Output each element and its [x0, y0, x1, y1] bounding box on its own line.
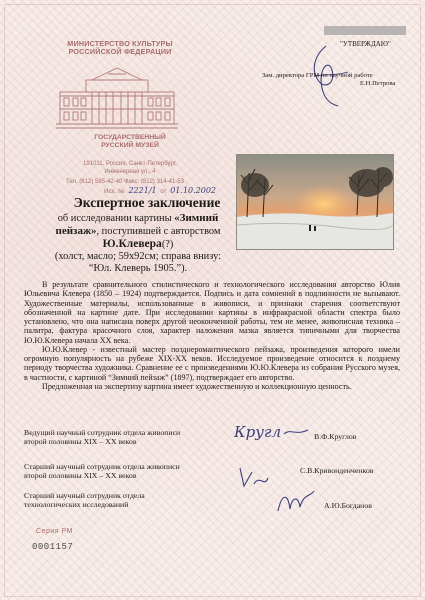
- handwritten-signature-1: [232, 422, 312, 442]
- author-name: Ю.Клевера: [102, 238, 162, 250]
- signer-role-line-2: технологических исследований: [24, 500, 129, 509]
- paragraph-3: Предложенная на экспертизу картина имеет художественную и коллекционную ценность.: [42, 381, 352, 391]
- signature-block-1: [24, 423, 404, 446]
- handwritten-signature-2: [234, 464, 274, 492]
- signer-name-2: С.В.Кривонденченков: [300, 466, 374, 475]
- address-line-2: Инженерная ул., 4: [104, 169, 156, 175]
- serial-number: 0001157: [32, 542, 74, 552]
- ministry-name: МИНИСТЕРСТВО КУЛЬТУРЫ РОССИЙСКОЙ ФЕДЕРАЦИИ: [67, 39, 173, 57]
- museum-address: [70, 160, 190, 176]
- document-subject-line-2: [40, 225, 236, 238]
- ref-prefix: Исх. №: [104, 188, 125, 195]
- signer-name-3: А.Ю.Богданов: [324, 501, 372, 510]
- address-line-1: 191011, Россия, Санкт-Петербург,: [83, 161, 177, 167]
- handwritten-signature-3: [274, 487, 318, 517]
- museum-name: ГОСУДАРСТВЕННЫЙ РУССКИЙ МУЗЕЙ: [94, 134, 166, 149]
- painting-medium: (холст, масло; 59x92см; справа внизу:: [54, 251, 222, 262]
- approver-name: Е.Н.Петрова: [360, 80, 396, 87]
- signer-role-line-1: Старший научный сотрудник отдела: [24, 491, 145, 500]
- form-series: Серия РМ: [36, 528, 73, 535]
- conclusion-body: [24, 280, 400, 391]
- ref-date-prefix: от: [160, 188, 167, 195]
- subject-text: об исследовании картины: [57, 213, 175, 224]
- painting-title-part1: «Зимний: [174, 212, 219, 224]
- signer-role-line-2: второй половины XIX – XX веков: [24, 437, 137, 446]
- painting-photo: [236, 154, 394, 250]
- approver-title: Зам. директора ГРМ по научной работе: [262, 72, 373, 79]
- painting-title-part2: пейзаж»: [55, 225, 97, 237]
- signer-role-line-2: второй половины XIX – XX веков: [24, 471, 137, 480]
- author-question: (?): [161, 239, 174, 250]
- ref-number: 2221/1: [128, 186, 157, 195]
- document-subject-line-1: [40, 212, 236, 225]
- phone-fax: Тел. (812) 595-42-40 Факс: (812) 314-41-53: [66, 179, 184, 185]
- paragraph-1: В результате сравнительного стилистического и технологического исследования авторство Юлия Юльевича Клевера (1850 – 1924) подтверждается. Подпись и дата сомнений в подлинности не вызывают. Художественные материалы, использованные в живописи, и признаки старения соответствуют обозначенной на картине дате. При исследовании картины в инфракрасной области спектра было установлено, что она написана поверх другой неоконченной работы, тем не менее, живописная техника – палитра, фактура красочного слоя, характер наложения мазка является типичными для творчества Ю.Ю.Клевера начала XX века.: [24, 280, 400, 345]
- signature-block-3: [24, 491, 404, 509]
- signer-name-1: В.Ф.Круглов: [314, 432, 357, 441]
- subject-text-2: , поступившей с авторством: [96, 226, 221, 237]
- museum-building-logo: [52, 62, 182, 132]
- signature-block-2: [24, 462, 404, 480]
- redaction-bar: [324, 26, 406, 35]
- signer-role-line-1: Ведущий научный сотрудник отдела живописи: [24, 428, 181, 437]
- painting-inscription: “Юл. Клеверь 1905.”).: [88, 263, 188, 274]
- ref-date: 01.10.2002: [170, 186, 217, 195]
- paragraph-2: Ю.Ю.Клевер - известный мастер позднеромантического пейзажа, произведения которого имели огромную популярность на рубеже XIX-XX веков. Исследуемое произведение относится к позднему периоду творчества художника. Сравнение ее с произведениями Ю.Ю.Клевера из собрания Русского музея, в частности, с картиной “Зимний пейзаж” (1897), подтверждает его авторство.: [24, 344, 400, 382]
- signer-role-line-1: Старший научный сотрудник отдела живописи: [24, 462, 180, 471]
- document-title: Экспертное заключение: [73, 195, 221, 210]
- attributed-author: [40, 238, 236, 251]
- handwritten-signature-text: Кругл: [234, 423, 282, 441]
- approval-stamp: "УТВЕРЖДАЮ": [340, 40, 391, 48]
